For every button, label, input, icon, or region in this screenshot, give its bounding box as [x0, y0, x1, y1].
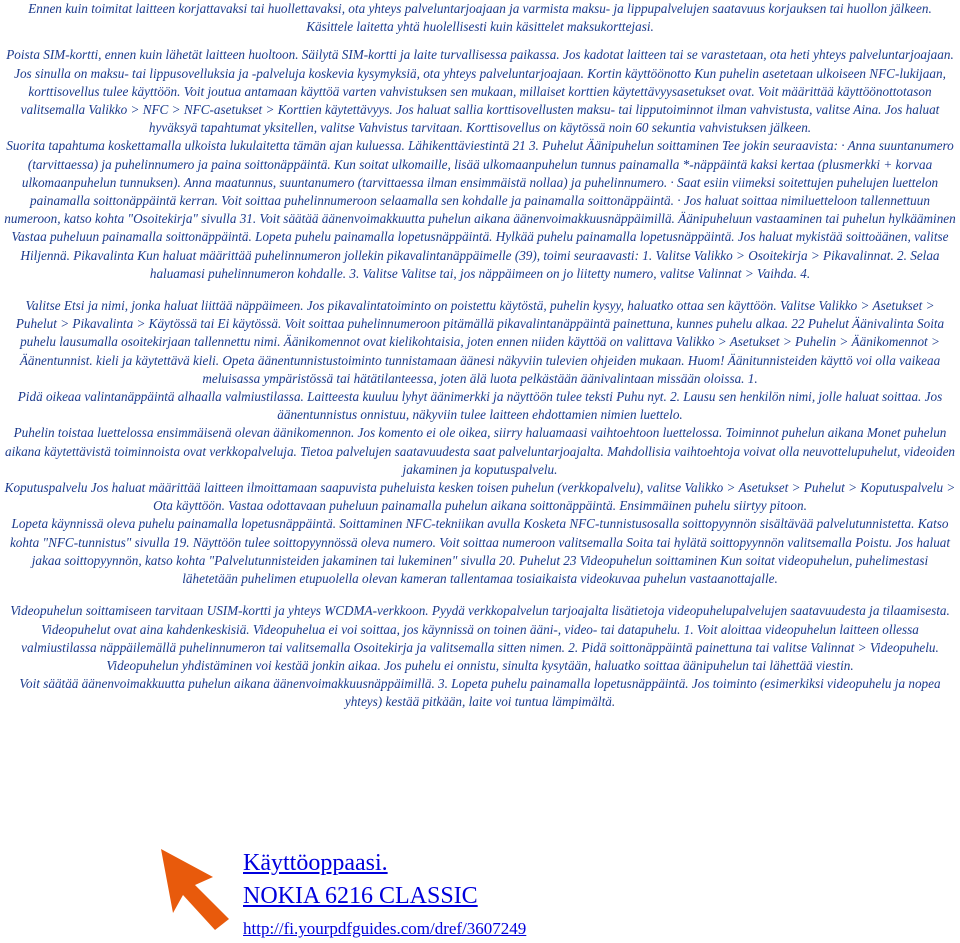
paragraph-call-waiting: Koputuspalvelu Jos haluat määrittää laitteen ilmoittamaan saapuvista puheluista kesken toisen puhelun (verkkopalvelu), valitse Valikko > Asetukset > Puhelut > Koputuspalvelu > Ota käyttöön. Vastaa odottavaan puheluun painamalla puhelun aikana soittonäppäintä. Ensimmäinen puhelu siirtyy pitoon. [4, 480, 956, 514]
footer-links [243, 847, 526, 941]
paragraph-sim-card: Poista SIM-kortti, ennen kuin lähetät laitteen huoltoon. Säilytä SIM-kortti ja laite turvallisessa paikassa. Jos kadotat laitteen tai se varastetaan, ota heti yhteys palveluntarjoajaan. Jos sinulla on maksu- tai lippusovelluksia ja -palveluja koskevia kysymyksiä, ota yhteys palveluntarjoajaan. Kortin käyttöönotto Kun puhelin asetetaan ulkoiseen NFC-lukijaan, korttisovellus tulee käyttöön. Voit joutua antamaan käyttöä varten vahvistuksen sen mukaan, millaiset korttien käytettävyysasetukset ovat. Voit määrittää käyttöönottotason valitsemalla Valikko > NFC > NFC-asetukset > Korttien käytettävyys. Jos haluat sallia korttisovellusten maksu- tai lipputoiminnot ilman vahvistusta, valitse Aina. Jos haluat hyväksyä tapahtumat yksitellen, valitse Vahvistus tarvitaan. Korttisovellus on käytössä noin 60 sekuntia vahvistuksen jälkeen. [6, 47, 954, 136]
paragraph-nfc-call: Lopeta käynnissä oleva puhelu painamalla lopetusnäppäintä. Soittaminen NFC-tekniikan avulla Kosketa NFC-tunnistusosalla soittopyynnön sisältävää palvelutunnistetta. Katso kohta "NFC-tunnistus" sivulla 19. Näyttöön tulee soittopyynnössä oleva numero. Voit soittaa numeroon valitsemalla Soita tai hylätä soittopyynnön valitsemalla Poistu. Jos haluat jakaa soittopyynnön, katso kohta "Palvelutunnisteiden jakaminen tai lukeminen" sivulla 20. Puhelut 23 Videopuhelun soittaminen Kun soitat videopuhelun, puhelimestasi lähetetään puhelimen etupuolella olevan kameran tallentamaa tosiaikaista videokuvaa puhelun vastaanottajalle. [9, 516, 951, 587]
paragraph-voice-dial: Pidä oikeaa valintanäppäintä alhaalla valmiustilassa. Laitteesta kuuluu lyhyt äänimerkki ja näyttöön tulee teksti Puhu nyt. 2. Lausu sen henkilön nimi, jolle haluat soittaa. Jos äänentunnistus onnistuu, näkyviin tulee laitteen ehdottamien nimien luettelo. [17, 389, 943, 423]
paragraph-voice-command: Puhelin toistaa luettelossa ensimmäisenä olevan äänikomennon. Jos komento ei ole oikea, siirry haluamaasi vaihtoehtoon luettelossa. Toiminnot puhelun aikana Monet puhelun aikana käytettävistä toiminnoista ovat verkkopalveluja. Tietoa palvelujen saatavuudesta saat palveluntarjoajalta. Mahdollisia vaihtoehtoja voivat olla neuvottelupuhelut, videoiden jakaminen ja koputuspalvelu. [4, 425, 956, 477]
footer-banner [155, 845, 675, 941]
paragraph-video-end: Voit säätää äänenvoimakkuutta puhelun aikana äänenvoimakkuusnäppäimillä. 3. Lopeta puhelu painamalla lopetusnäppäintä. Jos toiminto (esimerkiksi videopuhelu ja nopea yhteys) kestää pitkään, laite voi tuntua lämpimältä. [19, 676, 941, 710]
paragraph-service-notice: Ennen kuin toimitat laitteen korjattavaksi tai huollettavaksi, ota yhteys palveluntarjoajaan ja varmista maksu- ja lippupalvelujen saatavuus korjauksen tai huollon jälkeen. Käsittele laitetta yhtä huolellisesti kuin käsittelet maksukorttejasi. [28, 1, 932, 35]
user-guide-link[interactable]: Käyttöoppaasi. [243, 850, 388, 876]
paragraph-calls: Suorita tapahtuma koskettamalla ulkoista lukulaitetta tämän ajan kuluessa. Lähikenttäviestintä 21 3. Puhelut Äänipuhelun soittaminen Tee jokin seuraavista: · Anna suuntanumero (tarvittaessa) ja puhelinnumero ja paina soittonäppäintä. Kun soitat ulkomaille, lisää ulkomaanpuhelun tunnus painamalla *-näppäintä kaksi kertaa (plusmerkki + korvaa ulkomaanpuhelun tunnuksen). Anna maatunnus, suuntanumero (tarvittaessa ilman ensimmäistä nollaa) ja puhelinnumero. · Saat esiin viimeksi soitettujen puhelujen luettelon painamalla soittonäppäintä kerran. Voit soittaa puhelinnumeroon selaamalla sen kohdalle ja painamalla soittonäppäintä. · Jos haluat soittaa nimiluetteloon tallennettuun numeroon, katso kohta "Osoitekirja" sivulla 31. Voit säätää äänenvoimakkuutta puhelun aikana äänenvoimakkuusnäppäimillä. Äänipuheluun vastaaminen tai puhelun hylkääminen Vastaa puheluun painamalla soittonäppäintä. Lopeta puhelu painamalla lopetusnäppäintä. Hylkää puhelu painamalla lopetusnäppäintä. Jos haluat mykistää soittoäänen, valitse Hiljennä. Pikavalinta Kun haluat määrittää puhelinnumeron jollekin pikavalintanäppäimelle (39), toimi seuraavasti: 1. Valitse Valikko > Osoitekirja > Pikavalinnat. 2. Selaa haluamasi puhelinnumeron kohdalle. 3. Valitse Valitse tai, jos näppäimeen on jo liitetty numero, valitse Valinnat > Vaihda. 4. [4, 138, 956, 281]
product-model-link[interactable]: NOKIA 6216 CLASSIC [243, 883, 478, 909]
paragraph-speed-dial: Valitse Etsi ja nimi, jonka haluat liittää näppäimeen. Jos pikavalintatoiminto on poistettu käytöstä, puhelin kysyy, haluatko ottaa sen käyttöön. Valitse Valikko > Asetukset > Puhelut > Pikavalinta > Käytössä tai Ei käytössä. Voit soittaa puhelinnumeroon pitämällä pikavalintanäppäintä painettuna, kunnes puhelu alkaa. 22 Puhelut Äänivalinta Soita puhelu lausumalla osoitekirjaan tallennettu nimi. Äänikomennot ovat kielikohtaisia, joten ennen niiden käyttöä on valittava Valikko > Asetukset > Puhelin > Äänikomennot > Äänentunnist. kieli ja käytettävä kieli. Opeta äänentunnistustoiminto tunnistamaan äänesi näkyviin tulevien ohjeiden mukaan. Huom! Äänitunnisteiden käyttö voi olla vaikeaa meluisassa ympäristössä tai hätätilanteessa, joten älä luota pelkästään äänivalintaan missään oloissa. 1. [15, 298, 945, 386]
source-url-link[interactable]: http://fi.yourpdfguides.com/dref/3607249 [243, 919, 527, 938]
pointing-arrow-icon [155, 847, 235, 932]
paragraph-video-call: Videopuhelun soittamiseen tarvitaan USIM-kortti ja yhteys WCDMA-verkkoon. Pyydä verkkopalvelun tarjoajalta lisätietoja videopuhelupalvelujen saatavuudesta ja tilaamisesta. Videopuhelut ovat aina kahdenkeskisiä. Videopuhelua ei voi soittaa, jos käynnissä on toinen ääni-, video- tai datapuhelu. 1. Voit aloittaa videopuhelun laitteen ollessa valmiustilassa näppäilemällä puhelinnumeron tai valitsemalla Osoitekirja ja valitsemalla sitten nimen. 2. Pidä soittonäppäintä painettuna tai valitse Valinnat > Videopuhelu. Videopuhelun yhdistäminen voi kestää jonkin aikaa. Jos puhelu ei onnistu, sinulta kysytään, haluatko soittaa äänipuhelun tai lähettää viestin. [10, 603, 950, 673]
